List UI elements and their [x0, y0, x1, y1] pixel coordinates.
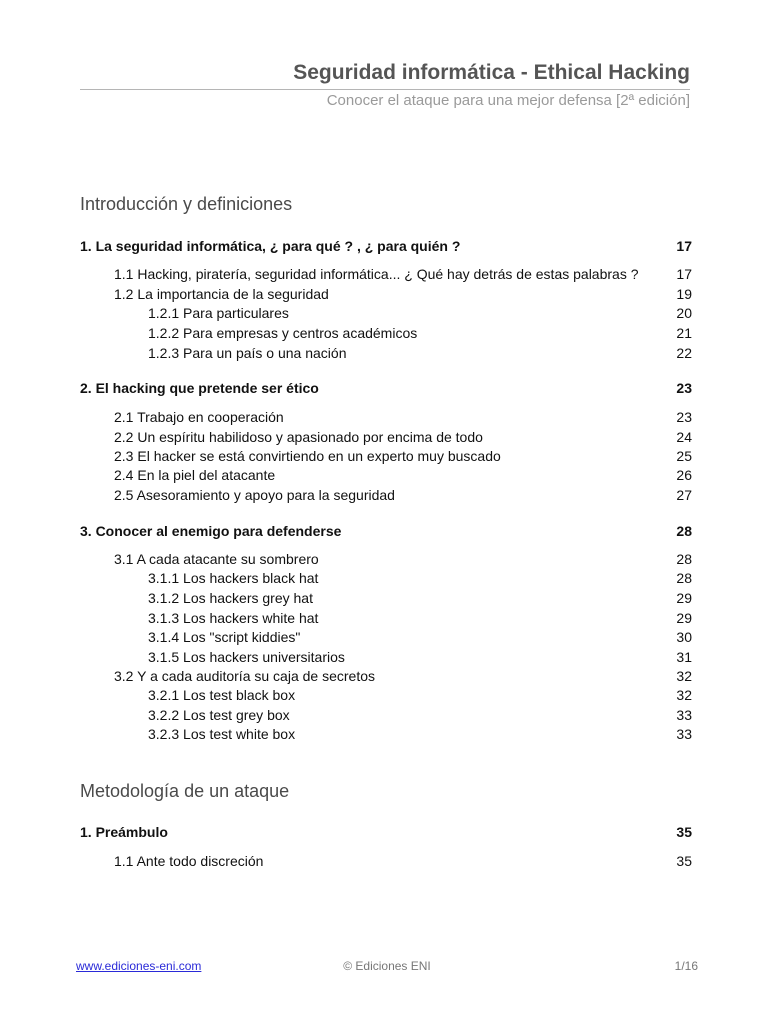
toc-entry-label: 1.1 Hacking, piratería, seguridad informática... ¿ Qué hay detrás de estas palabras ?: [114, 266, 639, 282]
toc-entry-page: 23: [676, 409, 692, 425]
toc-entry-label: 3.2 Y a cada auditoría su caja de secretos: [114, 668, 375, 684]
toc-entry-label: 1.2 La importancia de la seguridad: [114, 286, 329, 302]
document-title: Seguridad informática - Ethical Hacking: [293, 61, 690, 84]
copyright-notice: © Ediciones ENI: [343, 959, 431, 973]
toc-entry-label: 3.1.3 Los hackers white hat: [148, 610, 319, 626]
toc-entry-page: 28: [676, 551, 692, 567]
toc-entry-page: 32: [676, 668, 692, 684]
toc-entry-label: 2.4 En la piel del atacante: [114, 467, 276, 483]
toc-entry-label: 1.2.2 Para empresas y centros académicos: [148, 325, 418, 341]
toc-entry-label: 3.1 A cada atacante su sombrero: [114, 551, 319, 567]
toc-entry-label: 3.2.1 Los test black box: [148, 687, 296, 703]
toc-entry-label: 3.1.2 Los hackers grey hat: [148, 590, 313, 606]
toc-entry-label: 2.1 Trabajo en cooperación: [114, 409, 284, 425]
toc-entry-page: 17: [676, 238, 692, 254]
toc-entry-label: 2.5 Asesoramiento y apoyo para la seguridad: [114, 487, 395, 503]
section-heading-metodologia: Metodología de un ataque: [80, 781, 290, 801]
toc-entry-page: 19: [676, 286, 692, 302]
toc-entry-page: 26: [676, 467, 692, 483]
toc-entry-label: 1. Preámbulo: [80, 824, 168, 840]
toc-entry-label: 1.2.1 Para particulares: [148, 305, 289, 321]
toc-entry-label: 1.1 Ante todo discreción: [114, 853, 264, 869]
toc-entry-page: 28: [676, 523, 692, 539]
toc-entry-page: 29: [676, 590, 692, 606]
toc-entry-page: 33: [676, 707, 692, 723]
toc-entry-page: 29: [676, 610, 692, 626]
toc-entry-page: 32: [676, 687, 692, 703]
toc-entry-page: 30: [676, 629, 692, 645]
toc-entry-page: 20: [676, 305, 692, 321]
toc-entry-label: 2.3 El hacker se está convirtiendo en un experto muy buscado: [114, 448, 501, 464]
toc-entry-page: 17: [676, 266, 692, 282]
toc-entry-label: 3.2.3 Los test white box: [148, 726, 296, 742]
toc-entry-page: 22: [676, 345, 692, 361]
page-indicator: 1/16: [674, 959, 698, 973]
toc-entry-page: 21: [676, 325, 692, 341]
toc-entry-label: 3.1.1 Los hackers black hat: [148, 570, 319, 586]
toc-entry-label: 1. La seguridad informática, ¿ para qué ? , ¿ para quién ?: [80, 238, 461, 254]
toc-entry-label: 3.1.4 Los "script kiddies": [148, 629, 301, 645]
toc-entry-page: 28: [676, 570, 692, 586]
document-subtitle: Conocer el ataque para una mejor defensa [2ª edición]: [326, 92, 690, 109]
toc-entry-page: 23: [676, 380, 692, 396]
toc-entry-label: 3.2.2 Los test grey box: [148, 707, 290, 723]
toc-entry-page: 35: [676, 853, 692, 869]
toc-entry-label: 2. El hacking que pretende ser ético: [80, 380, 319, 396]
toc-entry-page: 25: [676, 448, 692, 464]
publisher-website-link[interactable]: www.ediciones-eni.com: [76, 959, 202, 973]
toc-entry-page: 31: [676, 649, 692, 665]
toc-entry-label: 3.1.5 Los hackers universitarios: [148, 649, 345, 665]
toc-entry-label: 2.2 Un espíritu habilidoso y apasionado por encima de todo: [114, 429, 483, 445]
toc-entry-page: 33: [676, 726, 692, 742]
toc-entry-page: 24: [676, 429, 692, 445]
toc-entry-label: 3. Conocer al enemigo para defenderse: [80, 523, 342, 539]
toc-entry-page: 27: [676, 487, 692, 503]
section-heading-introduccion: Introducción y definiciones: [80, 194, 293, 214]
toc-entry-label: 1.2.3 Para un país o una nación: [148, 345, 347, 361]
toc-entry-page: 35: [676, 824, 692, 840]
